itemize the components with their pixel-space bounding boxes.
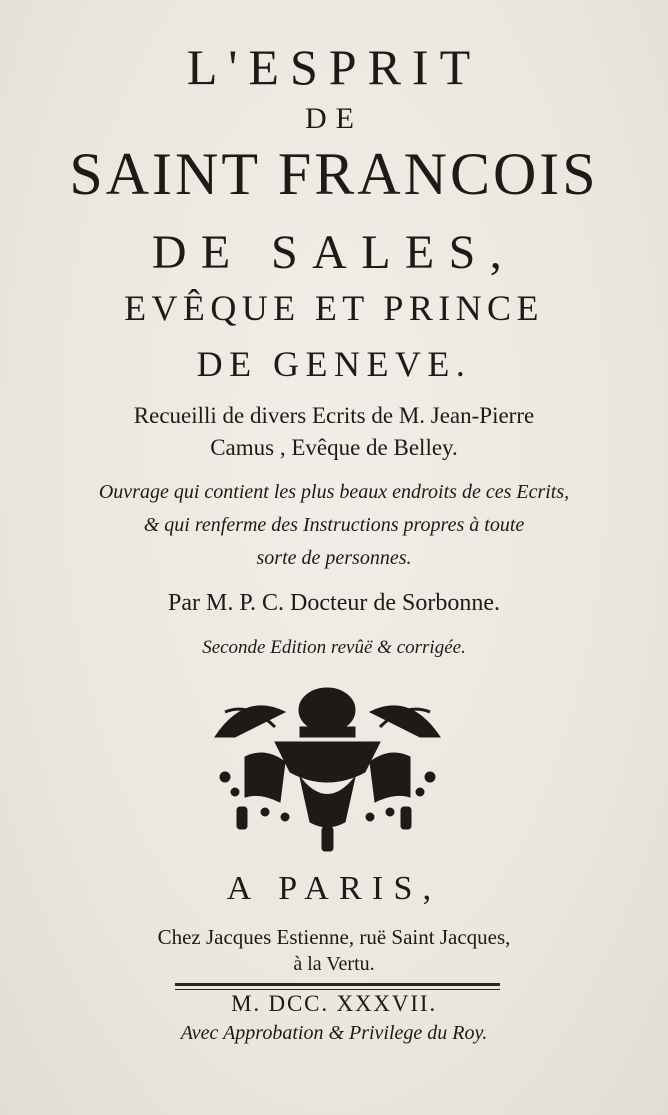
title-line-esprit: L'ESPRIT: [186, 39, 482, 95]
title-line-eveque-prince: EVÊQUE ET PRINCE: [124, 288, 544, 328]
compiler-line-2: Camus , Evêque de Belley.: [210, 435, 458, 460]
description-line-3: sorte de personnes.: [256, 547, 412, 569]
description-line-1: Ouvrage qui contient les plus beaux endroits de ces Ecrits,: [98, 481, 570, 503]
divider-rule: [175, 983, 500, 986]
publisher-sign-line: à la Vertu.: [293, 953, 375, 975]
privilege-line: Avec Approbation & Privilege du Roy.: [180, 1022, 488, 1044]
title-line-de-sales: DE SALES,: [151, 226, 517, 279]
title-line-geneve: DE GENEVE.: [196, 344, 472, 384]
publication-year: M. DCC. XXXVII.: [231, 991, 437, 1016]
description-line-2: & qui renferme des Instructions propres à toute: [143, 514, 525, 536]
place-of-publication: A PARIS,: [226, 870, 442, 907]
title-line-de: DE: [305, 102, 363, 135]
author-line: Par M. P. C. Docteur de Sorbonne.: [168, 590, 500, 616]
edition-line: Seconde Edition revûë & corrigée.: [202, 637, 466, 658]
divider-rule-thin: [175, 989, 500, 990]
title-line-saint-francois: SAINT FRANCOIS: [69, 141, 599, 207]
publisher-line: Chez Jacques Estienne, ruë Saint Jacques,: [157, 925, 511, 949]
compiler-line-1: Recueilli de divers Ecrits de M. Jean-Pierre: [133, 403, 535, 428]
printer-ornament-icon: [205, 682, 450, 857]
